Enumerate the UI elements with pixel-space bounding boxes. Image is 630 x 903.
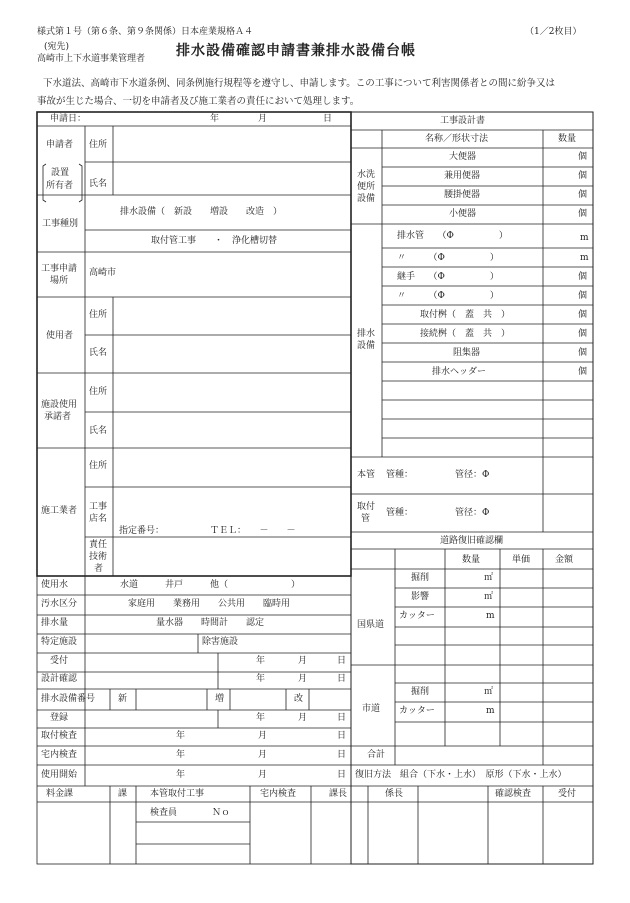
page-title: 排水設備確認申請書兼排水設備台帳	[176, 43, 416, 59]
pipe-unit: 個	[578, 348, 588, 358]
toilet-unit: 個	[578, 209, 588, 219]
pipe-item: 排水ヘッダー	[432, 367, 487, 377]
chief-label-2: 技術	[89, 552, 108, 562]
chief-label-1: 責任	[89, 540, 108, 550]
start-month: 月	[258, 770, 268, 780]
date-day: 日	[323, 114, 333, 124]
pipe-item: 排水管 （Φ ）	[397, 231, 508, 241]
date-label: 申請日：	[50, 114, 87, 124]
date-year: 年	[210, 114, 220, 124]
pipe-item: 〃 （Φ ）	[397, 253, 499, 263]
toilet-item: 小便器	[449, 209, 477, 219]
work-type-label: 工事種別	[42, 219, 79, 229]
pipe-item: 継手 （Φ ）	[397, 272, 499, 282]
spec-header: 名称／形状寸法	[425, 134, 489, 144]
chief-label-3: 者	[94, 564, 104, 574]
drain-new-label: 新	[118, 694, 128, 704]
design-title: 工事設計書	[440, 116, 486, 126]
start-use-label: 使用開始	[41, 770, 78, 780]
section-chief-label: 課長	[329, 789, 348, 799]
applicant-label: 申請者	[46, 140, 74, 150]
design-day: 日	[337, 674, 347, 684]
design-check-label: 設計確認	[41, 674, 78, 684]
flush-label-2: 便所	[357, 182, 376, 192]
toilet-unit: 個	[578, 171, 588, 181]
toilet-item: 大便器	[449, 152, 477, 162]
water-options: 水道 井戸 他（ ）	[120, 580, 301, 590]
applicant-name-label: 氏名	[89, 179, 108, 189]
toilet-unit: 個	[578, 152, 588, 162]
registration-label: 登録	[50, 713, 69, 723]
start-year: 年	[176, 770, 186, 780]
national-road-label: 国県道	[357, 620, 385, 630]
flush-label-3: 設備	[357, 194, 376, 204]
contractor-label: 施工業者	[41, 506, 78, 516]
page-count: （1／2枚目）	[525, 27, 582, 37]
pipe-item: 〃 （Φ ）	[397, 291, 499, 301]
indoor-month: 月	[258, 750, 268, 760]
form-number: 様式第１号（第６条、第９条関係）日本産業規格Ａ４	[37, 27, 254, 37]
fee-division-label: 料金課	[46, 789, 74, 799]
sewage-options: 家庭用 業務用 公共用 臨時用	[128, 599, 291, 609]
facility-label-1: 施設使用	[41, 400, 78, 410]
work-type-line-1: 排水設備（ 新設 増設 改造 ）	[120, 207, 283, 217]
facility-address-label: 住所	[89, 387, 108, 397]
received-month: 月	[298, 656, 308, 666]
main-work-label: 本管取付工事	[150, 789, 205, 799]
registration-year: 年	[256, 713, 266, 723]
toilet-item: 腰掛便器	[444, 190, 481, 200]
sewage-label: 汚水区分	[41, 599, 78, 609]
toilet-unit: 個	[578, 190, 588, 200]
owner-label-2: 所有者	[46, 181, 74, 191]
inspector-label: 検査員	[150, 808, 178, 818]
total-label: 合計	[367, 750, 386, 760]
facility-label-2: 承諾者	[44, 412, 72, 422]
main-pipe-type: 管種：	[386, 470, 414, 480]
number-label: Ｎｏ	[212, 808, 231, 818]
special-facility-label: 特定施設	[41, 637, 78, 647]
intro-line-1: 下水道法、高崎市下水道条例、同条例施行規程等を遵守し、申請します。この工事について利害関係者との間に紛争又は	[43, 78, 556, 89]
attach-pipe-label-2: 管	[361, 514, 371, 524]
work-type-line-2: 取付管工事 ・ 浄化槽切替	[151, 236, 278, 246]
registration-month: 月	[298, 713, 308, 723]
attach-year: 年	[176, 731, 186, 741]
national-cutter: カッター	[399, 611, 435, 621]
received-label: 受付	[50, 656, 69, 666]
attach-inspection-label: 取付検査	[41, 731, 78, 741]
road-price-header: 単価	[512, 555, 531, 565]
attach-day: 日	[337, 731, 347, 741]
shop-label-1: 工事	[89, 502, 108, 512]
pipe-unit: 個	[578, 329, 588, 339]
restore-method-value: 組合（下水・上水） 原形（下水・上水）	[400, 770, 567, 780]
applicant-address-label: 住所	[89, 140, 108, 150]
tel-label: ＴＥＬ： － －	[210, 526, 296, 536]
addressee-name: 高崎市上下水道事業管理者	[37, 54, 146, 64]
intro-line-2: 事故が生じた場合、一切を申請者及び施工業者の責任において処理します。	[37, 96, 360, 107]
pipe-unit: 個	[578, 272, 588, 282]
attach-month: 月	[258, 731, 268, 741]
drain-add-label: 増	[215, 694, 225, 704]
facility-name-label: 氏名	[89, 426, 108, 436]
staff-chief-label: 係長	[385, 789, 404, 799]
registration-day: 日	[337, 713, 347, 723]
user-label: 使用者	[46, 331, 74, 341]
volume-label: 排水量	[41, 618, 69, 628]
received-day: 日	[337, 656, 347, 666]
unit-m2: ㎡	[484, 573, 494, 583]
pipe-unit: m	[580, 233, 589, 243]
national-impact: 影響	[411, 592, 430, 602]
city-road-label: 市道	[362, 704, 381, 714]
pipe-item: 取付桝（ 蓋 共 ）	[420, 310, 511, 320]
shop-label-2: 店名	[89, 514, 108, 524]
confirm-inspection-label: 確認検査	[495, 789, 532, 799]
pipe-unit: m	[580, 253, 589, 263]
reception-label: 受付	[558, 789, 577, 799]
main-pipe-dia: 管径：Φ	[455, 470, 490, 480]
qty-header: 数量	[558, 134, 577, 144]
toilet-item: 兼用便器	[444, 171, 481, 181]
division-label: 課	[118, 789, 128, 799]
city-cutter: カッター	[399, 706, 435, 716]
main-pipe-label: 本管	[357, 470, 376, 480]
indoor-year: 年	[176, 750, 186, 760]
user-name-label: 氏名	[89, 348, 108, 358]
volume-options: 量水器 時間計 認定	[156, 618, 265, 628]
flush-label-1: 水洗	[357, 170, 376, 180]
drain-modify-label: 改	[294, 694, 304, 704]
indoor-inspection-label: 宅内検査	[41, 750, 78, 760]
water-label: 使用水	[41, 580, 69, 590]
addressee-label: (宛先)	[44, 42, 70, 52]
designation-label: 指定番号：	[119, 526, 165, 536]
owner-label-1: 設置	[51, 168, 70, 178]
user-address-label: 住所	[89, 310, 108, 320]
unit-m2: ㎡	[484, 592, 494, 602]
drain-facility-label-2: 設備	[357, 341, 376, 351]
attach-pipe-label-1: 取付	[357, 502, 376, 512]
site-label-2: 場所	[50, 276, 69, 286]
national-excavation: 掘削	[411, 573, 430, 583]
indoor-check-label: 宅内検査	[260, 789, 297, 799]
city-excavation: 掘削	[411, 687, 430, 697]
design-month: 月	[298, 674, 308, 684]
contractor-address-label: 住所	[89, 461, 108, 471]
design-year: 年	[256, 674, 266, 684]
pipe-item: 接続桝（ 蓋 共 ）	[420, 329, 511, 339]
site-label-1: 工事申請	[41, 264, 78, 274]
site-value: 高崎市	[89, 268, 117, 278]
date-month: 月	[258, 114, 268, 124]
attach-pipe-dia: 管径：Φ	[455, 508, 490, 518]
unit-m2: ㎡	[484, 687, 494, 697]
attach-pipe-type: 管種：	[386, 508, 414, 518]
unit-m: m	[486, 611, 495, 621]
road-title: 道路復旧確認欄	[440, 536, 504, 546]
start-day: 日	[337, 770, 347, 780]
unit-m: m	[486, 706, 495, 716]
pipe-unit: 個	[578, 291, 588, 301]
restore-method-label: 復旧方法	[355, 770, 392, 780]
removal-facility-label: 除害施設	[202, 637, 239, 647]
pipe-unit: 個	[578, 367, 588, 377]
road-qty-header: 数量	[462, 555, 481, 565]
received-year: 年	[256, 656, 266, 666]
drain-number-label: 排水設備番号	[41, 694, 96, 704]
road-amount-header: 金額	[555, 555, 574, 565]
drain-facility-label-1: 排水	[357, 329, 376, 339]
indoor-day: 日	[337, 750, 347, 760]
pipe-unit: 個	[578, 310, 588, 320]
pipe-item: 阻集器	[453, 348, 481, 358]
